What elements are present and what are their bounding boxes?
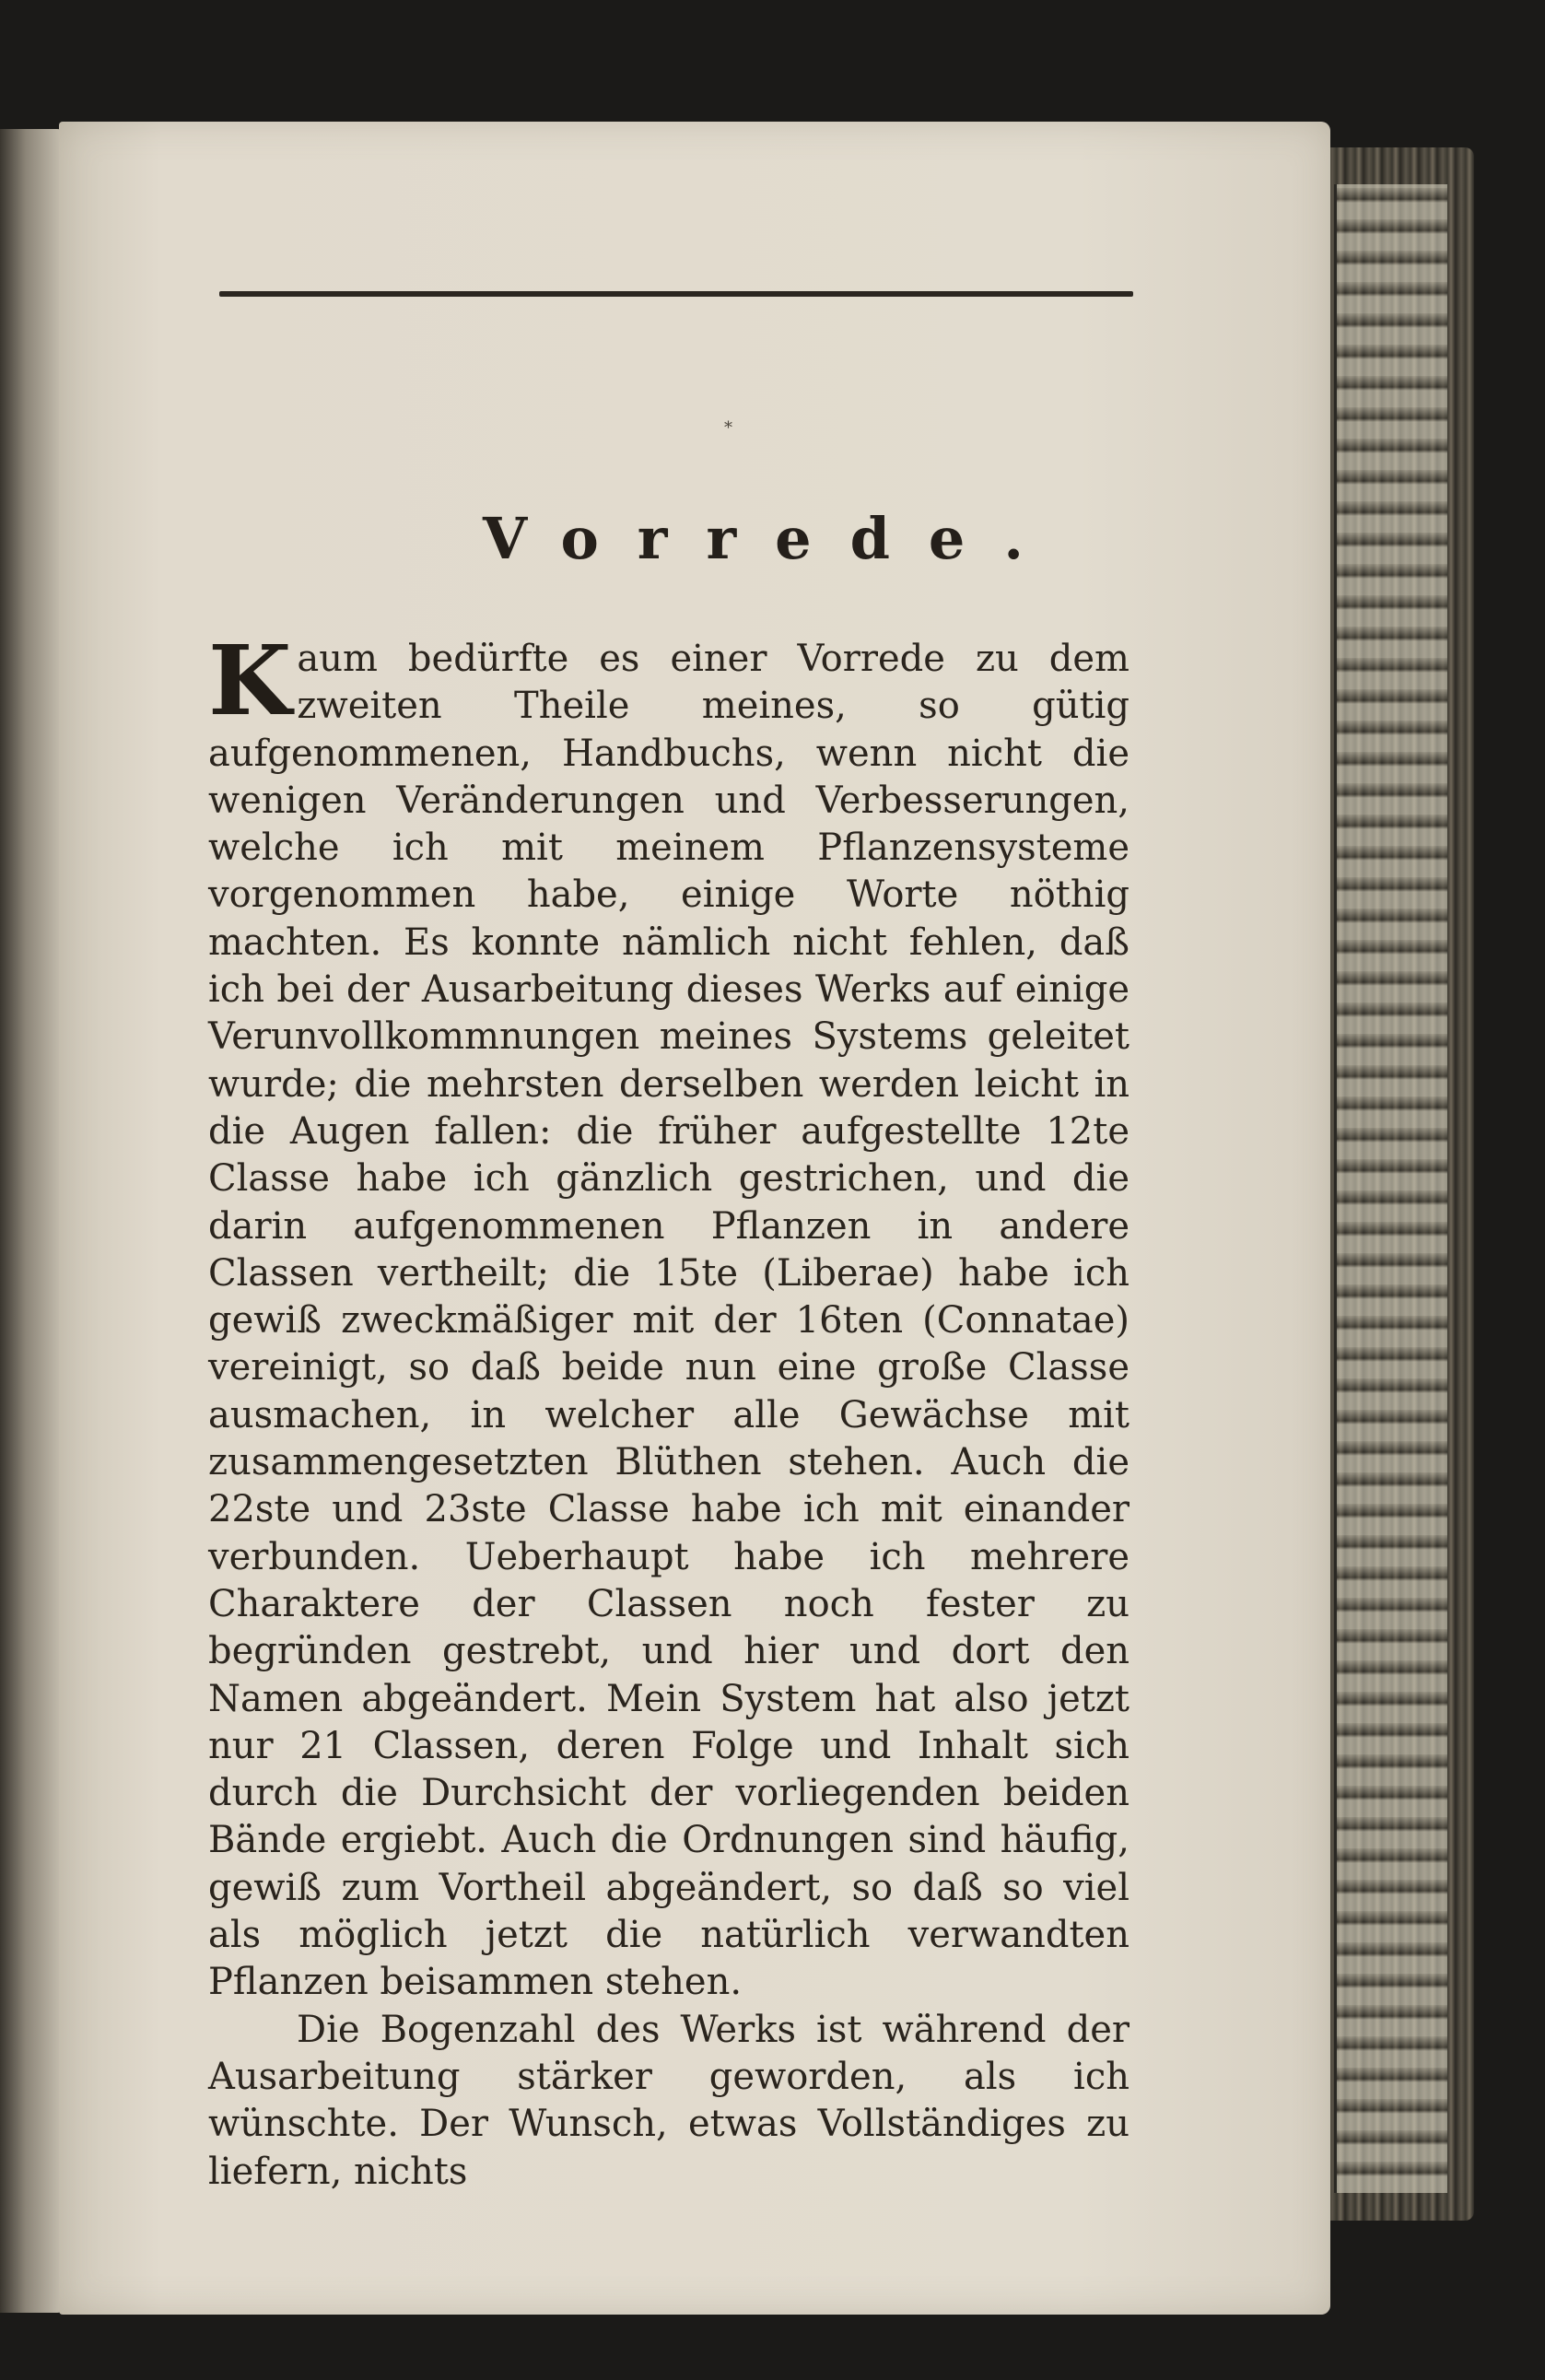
paragraph-1-text: aum bedürfte es einer Vorrede zu dem zweiten Theile meines, so gütig aufgenommenen, Handbuchs, wenn nicht die wenigen Veränderungen und Verbesserungen, welche ich mit meinem Pflanzensysteme vorgenommen habe, einige Worte nöthig machten. Es konnte nämlich nicht fehlen, daß ich bei der Ausarbeitung dieses Werks auf einige Verunvollkommnungen meines Systems geleitet wurde; die mehrsten derselben werden leicht in die Augen fallen: die früher aufgestellte 12te Classe habe ich gänzlich gestrichen, und die darin aufgenommenen Pflanzen in andere Classen vertheilt; die 15te (Liberae) habe ich gewiß zweckmäßiger mit der 16ten (Connatae) vereinigt, so daß beide nun eine große Classe ausmachen, in welcher alle Gewächse mit zusammengesetzten Blüthen stehen. Auch die 22ste und 23ste Classe habe ich mit einander verbunden. Ueberhaupt habe ich mehrere Charaktere der Classen noch fester zu begründen gestrebt, und hier und dort den Namen abgeändert. Mein System hat also jetzt nur 21 Classen, deren Folge und Inhalt sich durch die Durchsicht der vorliegenden beiden Bände ergiebt. Auch die Ordnungen sind häufig, gewiß zum Vortheil abgeändert, so daß so viel als möglich jetzt die natürlich verwandten Pflanzen beisammen stehen. bbox=[208, 638, 1129, 2004]
body-text bbox=[208, 624, 1129, 2196]
paragraph-1 bbox=[208, 624, 1129, 2007]
drop-cap: K bbox=[208, 624, 292, 737]
page-title: Vorrede. bbox=[483, 505, 1062, 572]
left-page-edge bbox=[0, 129, 64, 2313]
book-page-stack bbox=[1334, 184, 1447, 2193]
paragraph-2-text: Die Bogenzahl des Werks ist während der Ausarbeitung stärker geworden, als ich wünschte. Der Wunsch, etwas Vollständiges zu liefern, nichts bbox=[208, 2008, 1129, 2193]
header-rule bbox=[219, 291, 1133, 297]
ornament-mark-icon: * bbox=[724, 418, 732, 438]
paragraph-2 bbox=[208, 2007, 1129, 2196]
